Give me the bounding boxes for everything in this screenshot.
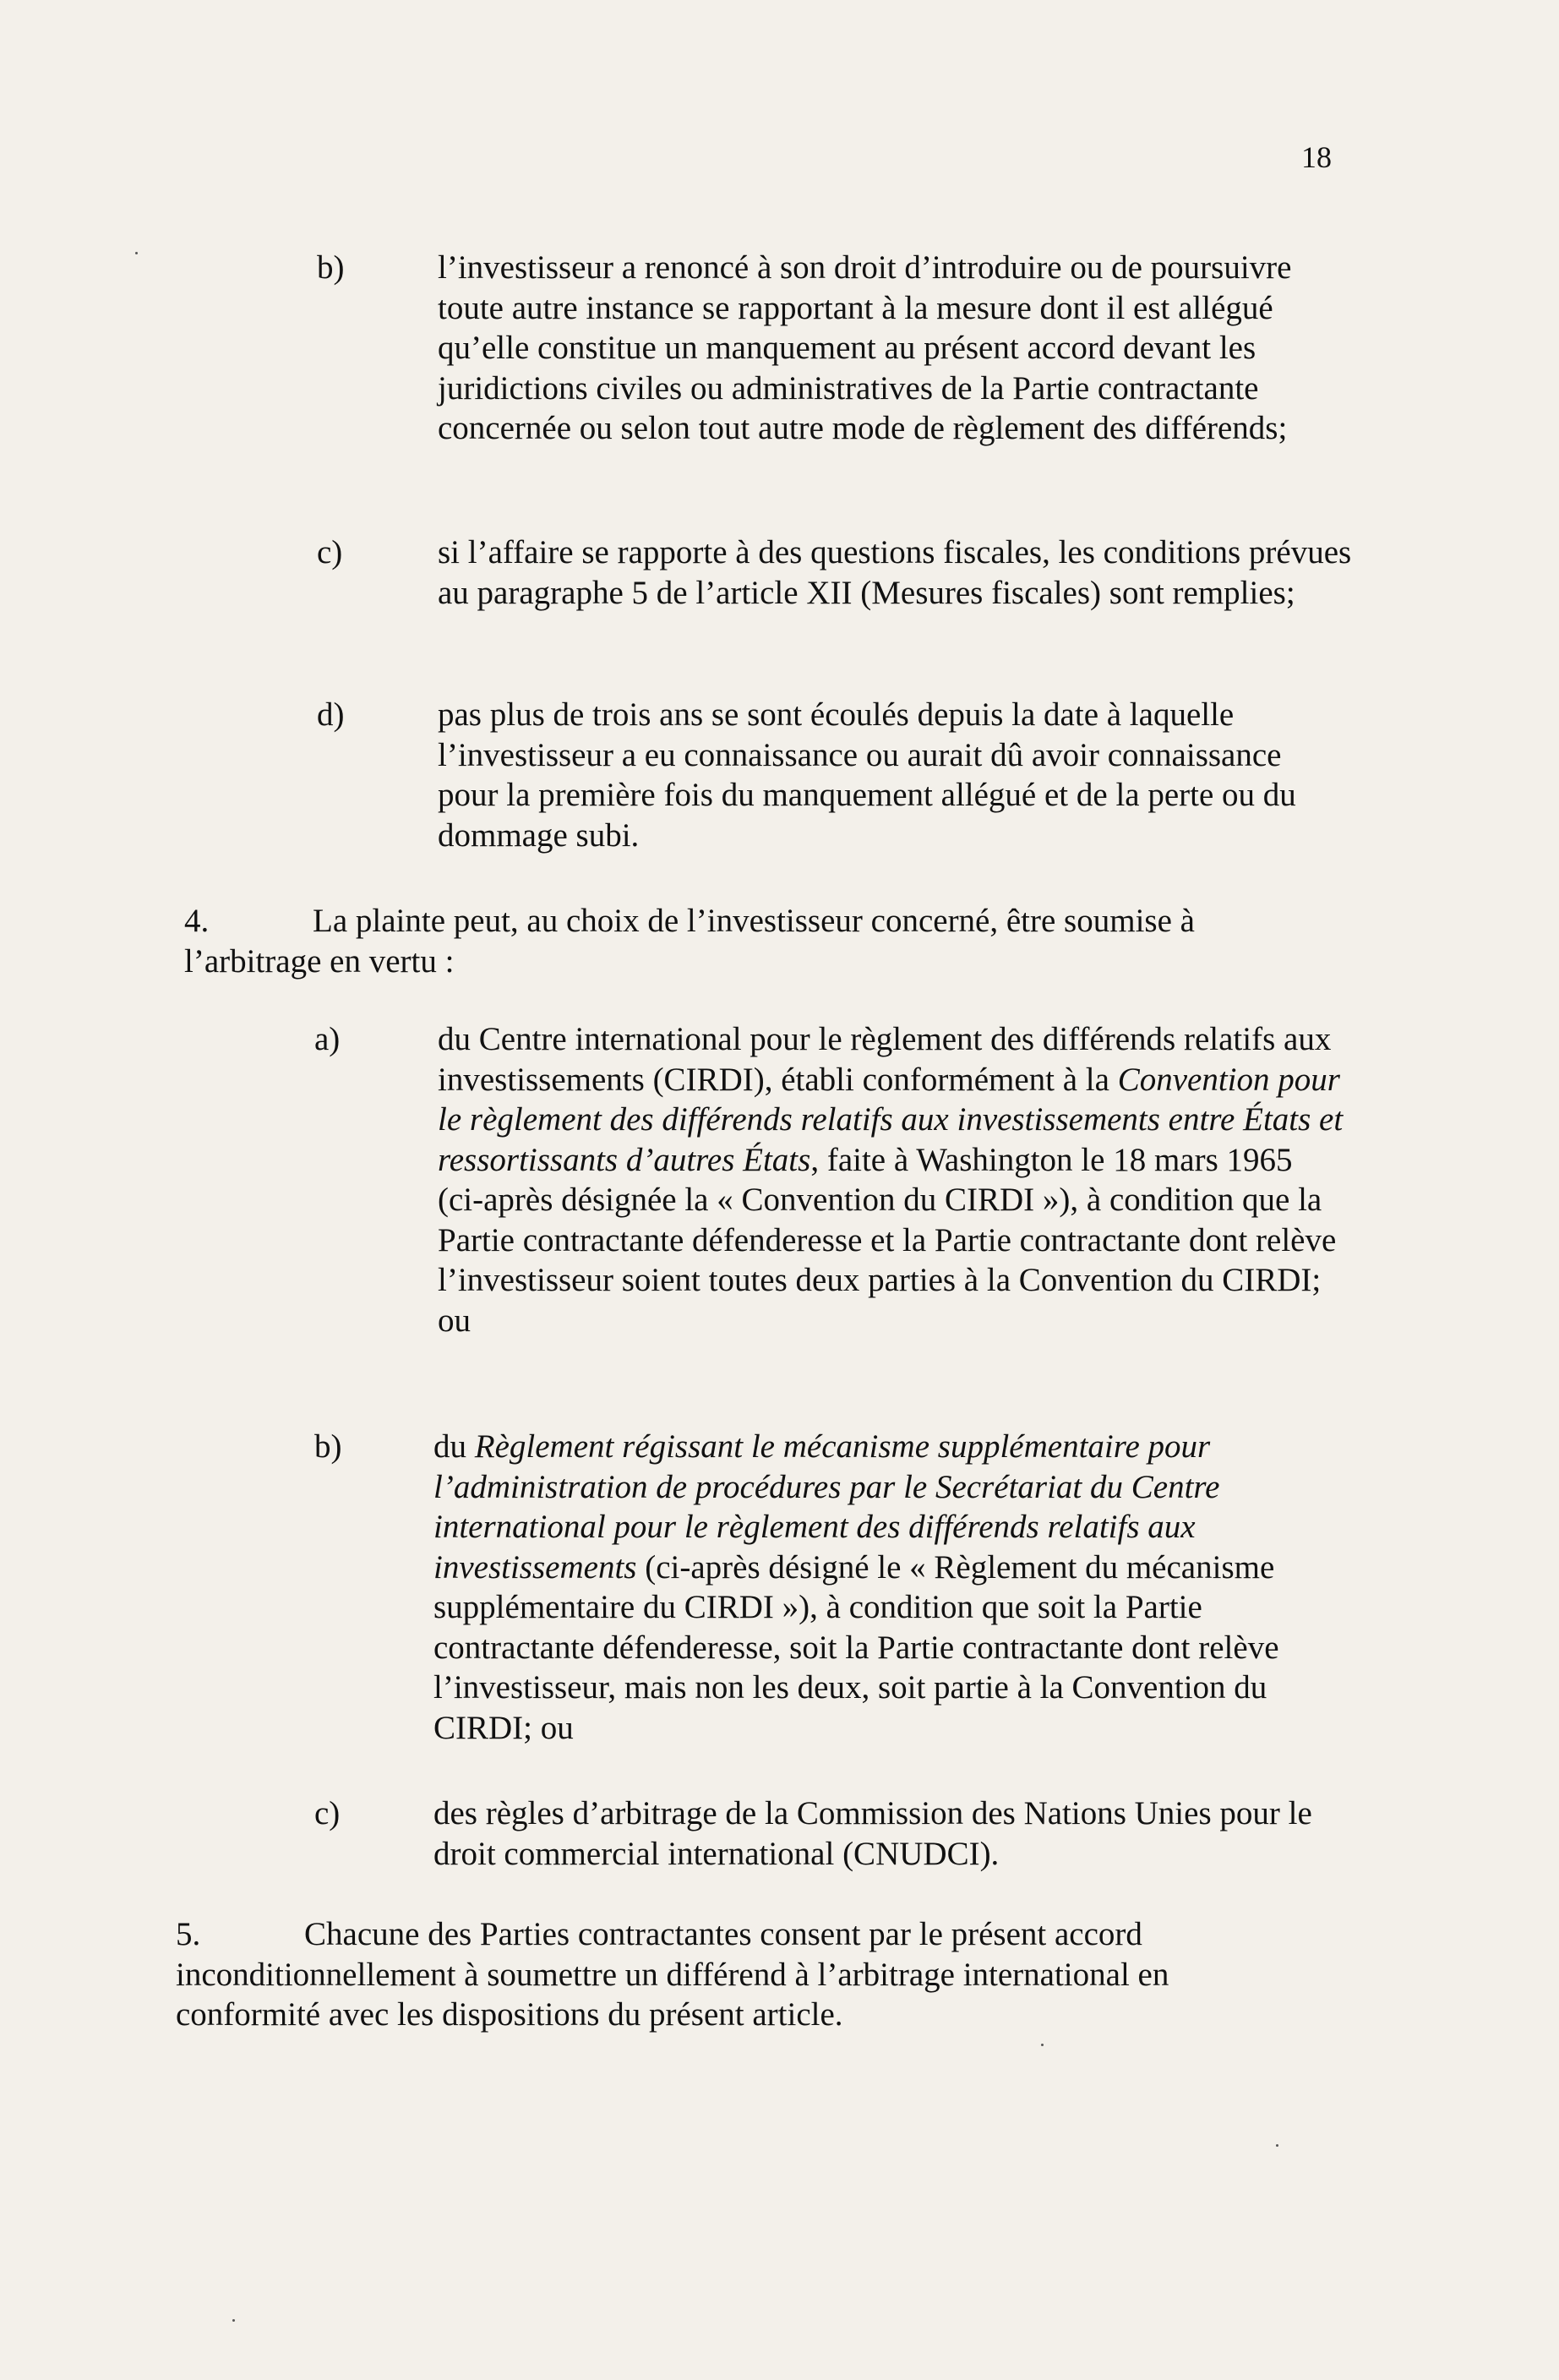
item-text-post: , faite à Washington le 18 mars 1965 (ci-après désignée la « Convention du CIRDI »), à condition que la Partie contractante défenderesse et la Partie contractante dont relève l’investisseur soient toutes deux parties à la Convention du CIRDI; ou [438,1141,1337,1339]
scan-speck [1041,2044,1044,2046]
item-label: a) [314,1021,341,1057]
paragraph-line: conformité avec les dispositions du présent article. [176,1996,843,2033]
item-text-pre: des règles d’arbitrage de la Commission des Nations Unies pour le droit commercial international (CNUDCI). [433,1795,1312,1872]
item-label: d) [317,696,345,733]
rules-title: Règlement régissant le mécanisme supplémentaire pour l’administration de procédures par le Secrétariat du Centre international pour le règlement des différends relatifs aux investissements [433,1428,1220,1586]
scan-speck [232,2319,235,2322]
paragraph-number: 4. [184,903,210,939]
item-text-pre: du Centre international pour le règlement des différends relatifs aux investissements (CIRDI), établi conformément à la [438,1021,1332,1098]
paragraph-lead: La plainte peut, au choix de l’investisseur concerné, être soumise à [313,903,1195,939]
paragraph-line: inconditionnellement à soumettre un différend à l’arbitrage international en [176,1956,1169,1993]
item-label: b) [317,249,345,286]
convention-title: Convention pour le règlement des différends relatifs aux investissements entre États et ressortissants d’autres États [438,1061,1344,1178]
scan-speck [135,252,138,254]
item-label: c) [317,534,343,570]
item-text: si l’affaire se rapporte à des questions fiscales, les conditions prévues au paragraphe 5 de l’article XII (Mesures fiscales) sont remplies; [438,534,1352,611]
item-text: pas plus de trois ans se sont écoulés depuis la date à laquelle l’investisseur a eu connaissance ou aurait dû avoir connaissance pour la première fois du manquement allégué et de la perte ou du dommage subi. [438,696,1296,854]
paragraph-5 [176,1914,1401,2041]
item-label: b) [314,1428,342,1465]
scan-speck [1276,2144,1278,2147]
item-text-post: (ci-après désigné le « Règlement du mécanisme supplémentaire du CIRDI »), à condition que soit la Partie contractante défenderesse, soit la Partie contractante dont relève l’investisseur, mais non les deux, soit partie à la Convention du CIRDI; ou [433,1548,1279,1746]
paragraph-number: 5. [176,1916,201,1952]
item-text-pre: du [433,1428,475,1465]
item-text: l’investisseur a renoncé à son droit d’introduire ou de poursuivre toute autre instance se rapportant à la mesure dont il est allégué qu’elle constitue un manquement au présent accord devant les juridictions civiles ou administratives de la Partie contractante concernée ou selon tout autre mode de règlement des différends; [438,249,1292,446]
paragraph-lead: Chacune des Parties contractantes consent par le présent accord [304,1916,1142,1952]
item-text [433,1793,1312,1874]
paragraph-continuation: l’arbitrage en vertu : [184,942,455,980]
paragraph-4 [184,901,1367,985]
item-text [438,1019,1346,1340]
page-number: 18 [1301,140,1332,174]
item-text [433,1427,1321,1748]
item-label: c) [314,1795,341,1831]
